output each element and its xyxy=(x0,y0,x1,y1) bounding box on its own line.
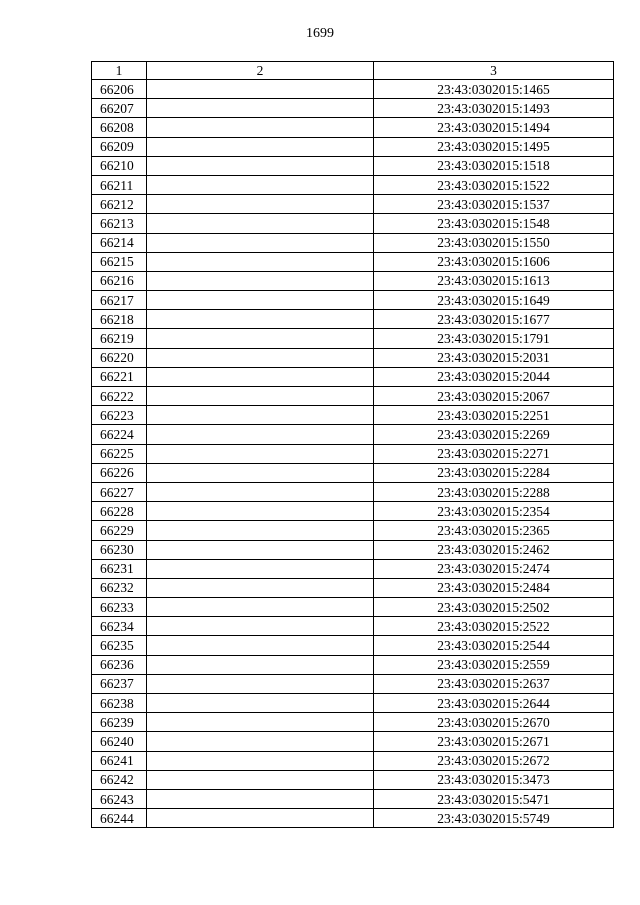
table-row xyxy=(92,578,614,597)
column-2-cell xyxy=(147,540,374,559)
column-2-cell xyxy=(147,329,374,348)
table-row xyxy=(92,118,614,137)
cadastral-number-cell: 23:43:0302015:1465 xyxy=(374,80,614,99)
cadastral-number-cell: 23:43:0302015:3473 xyxy=(374,770,614,789)
table-row xyxy=(92,271,614,290)
row-number-cell: 66242 xyxy=(92,770,147,789)
row-number-cell: 66217 xyxy=(92,291,147,310)
table-row xyxy=(92,751,614,770)
column-2-cell xyxy=(147,482,374,501)
column-header-3: 3 xyxy=(374,62,614,80)
table-row xyxy=(92,482,614,501)
row-number-cell: 66239 xyxy=(92,713,147,732)
table-row xyxy=(92,809,614,828)
table-row xyxy=(92,598,614,617)
cadastral-number-cell: 23:43:0302015:2672 xyxy=(374,751,614,770)
cadastral-number-cell: 23:43:0302015:2637 xyxy=(374,674,614,693)
column-2-cell xyxy=(147,732,374,751)
column-2-cell xyxy=(147,674,374,693)
cadastral-number-cell: 23:43:0302015:2031 xyxy=(374,348,614,367)
cadastral-number-cell: 23:43:0302015:1494 xyxy=(374,118,614,137)
column-2-cell xyxy=(147,694,374,713)
column-2-cell xyxy=(147,655,374,674)
cadastral-number-cell: 23:43:0302015:5471 xyxy=(374,789,614,808)
column-2-cell xyxy=(147,425,374,444)
cadastral-number-cell: 23:43:0302015:1518 xyxy=(374,156,614,175)
column-2-cell xyxy=(147,521,374,540)
table-row xyxy=(92,770,614,789)
table-row xyxy=(92,463,614,482)
table-row xyxy=(92,732,614,751)
table-row xyxy=(92,310,614,329)
table-row xyxy=(92,387,614,406)
row-number-cell: 66226 xyxy=(92,463,147,482)
cadastral-number-cell: 23:43:0302015:1548 xyxy=(374,214,614,233)
cadastral-number-cell: 23:43:0302015:2544 xyxy=(374,636,614,655)
cadastral-number-cell: 23:43:0302015:2474 xyxy=(374,559,614,578)
cadastral-number-cell: 23:43:0302015:2269 xyxy=(374,425,614,444)
cadastral-number-cell: 23:43:0302015:2288 xyxy=(374,482,614,501)
table-body xyxy=(92,80,614,828)
cadastral-number-cell: 23:43:0302015:2559 xyxy=(374,655,614,674)
column-2-cell xyxy=(147,751,374,770)
cadastral-number-cell: 23:43:0302015:1606 xyxy=(374,252,614,271)
row-number-cell: 66237 xyxy=(92,674,147,693)
table-row xyxy=(92,329,614,348)
cadastral-number-cell: 23:43:0302015:5749 xyxy=(374,809,614,828)
column-2-cell xyxy=(147,271,374,290)
table-row xyxy=(92,137,614,156)
column-2-cell xyxy=(147,80,374,99)
column-2-cell xyxy=(147,99,374,118)
column-2-cell xyxy=(147,770,374,789)
row-number-cell: 66221 xyxy=(92,367,147,386)
row-number-cell: 66214 xyxy=(92,233,147,252)
cadastral-number-cell: 23:43:0302015:2044 xyxy=(374,367,614,386)
row-number-cell: 66235 xyxy=(92,636,147,655)
row-number-cell: 66222 xyxy=(92,387,147,406)
table-row xyxy=(92,713,614,732)
column-2-cell xyxy=(147,195,374,214)
table-row xyxy=(92,655,614,674)
table-row xyxy=(92,175,614,194)
table-row xyxy=(92,674,614,693)
row-number-cell: 66208 xyxy=(92,118,147,137)
cadastral-number-cell: 23:43:0302015:2644 xyxy=(374,694,614,713)
table-row xyxy=(92,617,614,636)
column-2-cell xyxy=(147,387,374,406)
column-2-cell xyxy=(147,310,374,329)
column-2-cell xyxy=(147,444,374,463)
column-2-cell xyxy=(147,463,374,482)
row-number-cell: 66220 xyxy=(92,348,147,367)
cadastral-number-cell: 23:43:0302015:1495 xyxy=(374,137,614,156)
table-row xyxy=(92,444,614,463)
cadastral-number-cell: 23:43:0302015:1550 xyxy=(374,233,614,252)
table-row xyxy=(92,636,614,655)
table-row xyxy=(92,195,614,214)
column-2-cell xyxy=(147,809,374,828)
column-2-cell xyxy=(147,406,374,425)
cadastral-number-cell: 23:43:0302015:2271 xyxy=(374,444,614,463)
cadastral-number-cell: 23:43:0302015:2522 xyxy=(374,617,614,636)
column-2-cell xyxy=(147,713,374,732)
table-row xyxy=(92,694,614,713)
table-row xyxy=(92,502,614,521)
row-number-cell: 66243 xyxy=(92,789,147,808)
cadastral-number-cell: 23:43:0302015:2067 xyxy=(374,387,614,406)
column-2-cell xyxy=(147,214,374,233)
cadastral-number-cell: 23:43:0302015:2354 xyxy=(374,502,614,521)
column-2-cell xyxy=(147,502,374,521)
row-number-cell: 66232 xyxy=(92,578,147,597)
table-row xyxy=(92,540,614,559)
table-row xyxy=(92,789,614,808)
row-number-cell: 66236 xyxy=(92,655,147,674)
table-row xyxy=(92,233,614,252)
column-2-cell xyxy=(147,367,374,386)
cadastral-number-cell: 23:43:0302015:2670 xyxy=(374,713,614,732)
cadastral-number-cell: 23:43:0302015:2671 xyxy=(374,732,614,751)
row-number-cell: 66223 xyxy=(92,406,147,425)
table-row xyxy=(92,156,614,175)
row-number-cell: 66234 xyxy=(92,617,147,636)
table-row xyxy=(92,521,614,540)
row-number-cell: 66229 xyxy=(92,521,147,540)
cadastral-number-cell: 23:43:0302015:1493 xyxy=(374,99,614,118)
row-number-cell: 66244 xyxy=(92,809,147,828)
cadastral-number-cell: 23:43:0302015:1537 xyxy=(374,195,614,214)
cadastral-number-cell: 23:43:0302015:1649 xyxy=(374,291,614,310)
cadastral-number-cell: 23:43:0302015:2502 xyxy=(374,598,614,617)
cadastral-number-cell: 23:43:0302015:2462 xyxy=(374,540,614,559)
column-2-cell xyxy=(147,291,374,310)
row-number-cell: 66209 xyxy=(92,137,147,156)
column-2-cell xyxy=(147,137,374,156)
row-number-cell: 66219 xyxy=(92,329,147,348)
cadastral-number-cell: 23:43:0302015:1613 xyxy=(374,271,614,290)
table-row xyxy=(92,252,614,271)
row-number-cell: 66213 xyxy=(92,214,147,233)
row-number-cell: 66225 xyxy=(92,444,147,463)
row-number-cell: 66216 xyxy=(92,271,147,290)
column-header-2: 2 xyxy=(147,62,374,80)
cadastral-number-cell: 23:43:0302015:1522 xyxy=(374,175,614,194)
row-number-cell: 66231 xyxy=(92,559,147,578)
cadastral-number-cell: 23:43:0302015:1677 xyxy=(374,310,614,329)
row-number-cell: 66230 xyxy=(92,540,147,559)
column-2-cell xyxy=(147,156,374,175)
table-row xyxy=(92,80,614,99)
table-row xyxy=(92,367,614,386)
table-row xyxy=(92,214,614,233)
column-2-cell xyxy=(147,233,374,252)
row-number-cell: 66241 xyxy=(92,751,147,770)
table-row xyxy=(92,99,614,118)
row-number-cell: 66240 xyxy=(92,732,147,751)
column-2-cell xyxy=(147,578,374,597)
cadastral-number-cell: 23:43:0302015:2251 xyxy=(374,406,614,425)
row-number-cell: 66211 xyxy=(92,175,147,194)
column-header-1: 1 xyxy=(92,62,147,80)
column-2-cell xyxy=(147,789,374,808)
table-header-row xyxy=(92,62,614,80)
column-2-cell xyxy=(147,348,374,367)
row-number-cell: 66228 xyxy=(92,502,147,521)
cadastral-number-cell: 23:43:0302015:1791 xyxy=(374,329,614,348)
row-number-cell: 66218 xyxy=(92,310,147,329)
table-row xyxy=(92,348,614,367)
registry-table xyxy=(91,61,614,828)
row-number-cell: 66206 xyxy=(92,80,147,99)
row-number-cell: 66224 xyxy=(92,425,147,444)
table-row xyxy=(92,559,614,578)
cadastral-number-cell: 23:43:0302015:2484 xyxy=(374,578,614,597)
row-number-cell: 66227 xyxy=(92,482,147,501)
table-row xyxy=(92,291,614,310)
column-2-cell xyxy=(147,636,374,655)
table-row xyxy=(92,406,614,425)
column-2-cell xyxy=(147,252,374,271)
cadastral-number-cell: 23:43:0302015:2284 xyxy=(374,463,614,482)
row-number-cell: 66210 xyxy=(92,156,147,175)
column-2-cell xyxy=(147,617,374,636)
row-number-cell: 66233 xyxy=(92,598,147,617)
cadastral-number-cell: 23:43:0302015:2365 xyxy=(374,521,614,540)
page-number: 1699 xyxy=(306,26,334,41)
row-number-cell: 66215 xyxy=(92,252,147,271)
column-2-cell xyxy=(147,118,374,137)
column-2-cell xyxy=(147,598,374,617)
row-number-cell: 66238 xyxy=(92,694,147,713)
row-number-cell: 66212 xyxy=(92,195,147,214)
row-number-cell: 66207 xyxy=(92,99,147,118)
table-row xyxy=(92,425,614,444)
column-2-cell xyxy=(147,175,374,194)
column-2-cell xyxy=(147,559,374,578)
